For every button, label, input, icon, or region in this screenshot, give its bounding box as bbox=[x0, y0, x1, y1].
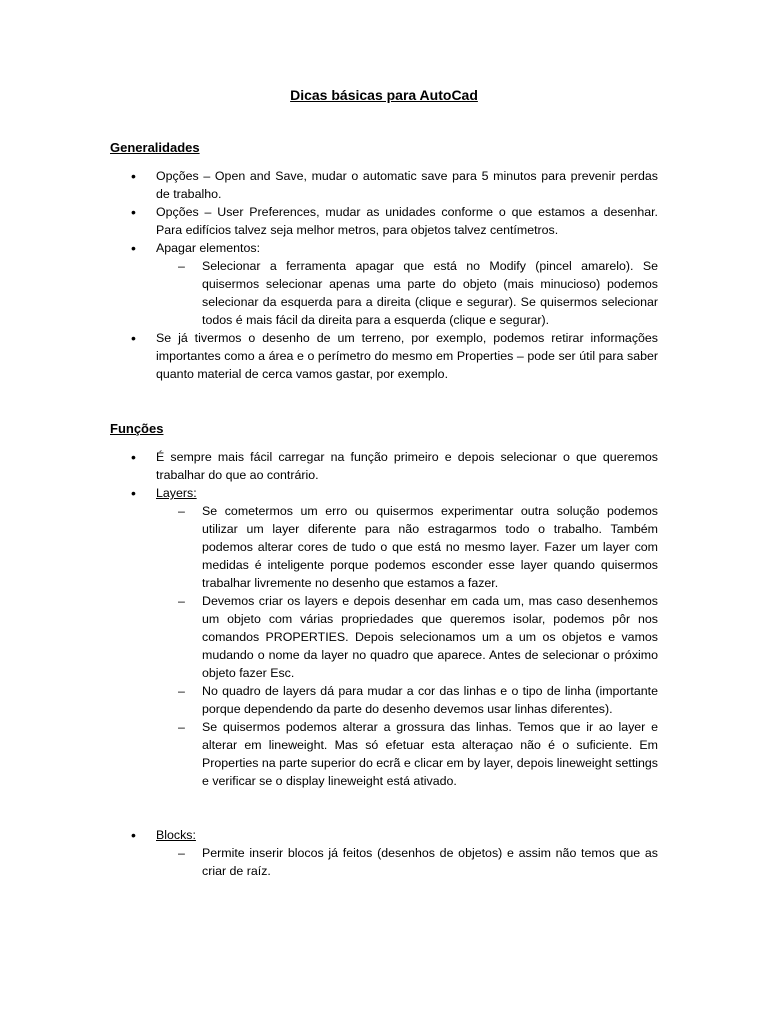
sublist-item-text: Se quisermos podemos alterar a grossura das linhas. Temos que ir ao layer e alterar em lineweight. Mas só efetuar esta alteraçao não é o suficiente. Em Properties na parte superior do ecrã e clicar em by layer, depois lineweight settings e verificar se o display lineweight está ativado. bbox=[202, 720, 658, 788]
list-item-blocks bbox=[110, 826, 658, 880]
sublist-item-text: Selecionar a ferramenta apagar que está no Modify (pincel amarelo). Se quisermos selecionar apenas uma parte do objeto (mais minucioso) podemos selecionar da esquerda para a direita (clique e segurar). Se quisermos selecionar todos é mais fácil da direita para a esquerda (clique e segurar). bbox=[202, 259, 658, 327]
list-item bbox=[110, 448, 658, 484]
sublist-item-text: No quadro de layers dá para mudar a cor das linhas e o tipo de linha (importante porque dependendo da parte do desenho devemos usar linhas diferentes). bbox=[202, 684, 658, 716]
blocks-list bbox=[110, 826, 658, 880]
funcoes-list bbox=[110, 448, 658, 790]
sublist-item bbox=[156, 257, 658, 329]
dash-icon: – bbox=[178, 594, 185, 608]
bullet-icon: • bbox=[131, 168, 136, 184]
list-item-text: É sempre mais fácil carregar na função primeiro e depois selecionar o que queremos trabalhar do que ao contrário. bbox=[156, 450, 658, 482]
list-item bbox=[110, 239, 658, 329]
list-item bbox=[110, 329, 658, 383]
dash-icon: – bbox=[178, 684, 185, 698]
dash-icon: – bbox=[178, 846, 185, 860]
list-item-text: Se já tivermos o desenho de um terreno, por exemplo, podemos retirar informações importantes como a área e o perímetro do mesmo em Properties – pode ser útil para saber quanto material de cerca vamos gastar, por exemplo. bbox=[156, 331, 658, 381]
dash-icon: – bbox=[178, 720, 185, 734]
blocks-sublist bbox=[156, 844, 658, 880]
apagar-sublist bbox=[156, 257, 658, 329]
list-item bbox=[110, 203, 658, 239]
document-title: Dicas básicas para AutoCad bbox=[290, 87, 478, 103]
section-heading-funcoes: Funções bbox=[110, 421, 164, 436]
sublist-item bbox=[156, 592, 658, 682]
list-item-layers bbox=[110, 484, 658, 790]
bullet-icon: • bbox=[131, 204, 136, 220]
sublist-item bbox=[156, 718, 658, 790]
generalidades-list bbox=[110, 167, 658, 383]
layers-label: Layers: bbox=[156, 486, 197, 500]
list-item bbox=[110, 167, 658, 203]
sublist-item-text: Permite inserir blocos já feitos (desenhos de objetos) e assim não temos que as criar de raíz. bbox=[202, 846, 658, 878]
sublist-item-text: Devemos criar os layers e depois desenhar em cada um, mas caso desenhemos um objeto com várias propriedades que queremos isolar, podemos pôr nos comandos PROPERTIES. Depois selecionamos um a um os objetos e vamos mudando o nome da layer no quadro que aparece. Antes de selecionar o próximo objeto fazer Esc. bbox=[202, 594, 658, 680]
bullet-icon: • bbox=[131, 449, 136, 465]
bullet-icon: • bbox=[131, 330, 136, 346]
section-heading-generalidades: Generalidades bbox=[110, 140, 200, 155]
list-item-text: Opções – Open and Save, mudar o automatic save para 5 minutos para prevenir perdas de trabalho. bbox=[156, 169, 658, 201]
list-item-text: Apagar elementos: bbox=[156, 241, 261, 255]
bullet-icon: • bbox=[131, 240, 136, 256]
sublist-item-text: Se cometermos um erro ou quisermos experimentar outra solução podemos utilizar um layer diferente para não estragarmos todo o trabalho. Também podemos alterar cores de tudo o que está no mesmo layer. Fazer um layer com medidas é inteligente porque podemos esconder esse layer quando quisermos trabalhar livremente no desenho que estamos a fazer. bbox=[202, 504, 658, 590]
blocks-label: Blocks: bbox=[156, 828, 196, 842]
bullet-icon: • bbox=[131, 485, 136, 501]
dash-icon: – bbox=[178, 504, 185, 518]
bullet-icon: • bbox=[131, 827, 136, 843]
sublist-item bbox=[156, 682, 658, 718]
sublist-item bbox=[156, 844, 658, 880]
dash-icon: – bbox=[178, 259, 185, 273]
layers-sublist bbox=[156, 502, 658, 790]
list-item-text: Opções – User Preferences, mudar as unidades conforme o que estamos a desenhar. Para edifícios talvez seja melhor metros, para objetos talvez centímetros. bbox=[156, 205, 658, 237]
sublist-item bbox=[156, 502, 658, 592]
